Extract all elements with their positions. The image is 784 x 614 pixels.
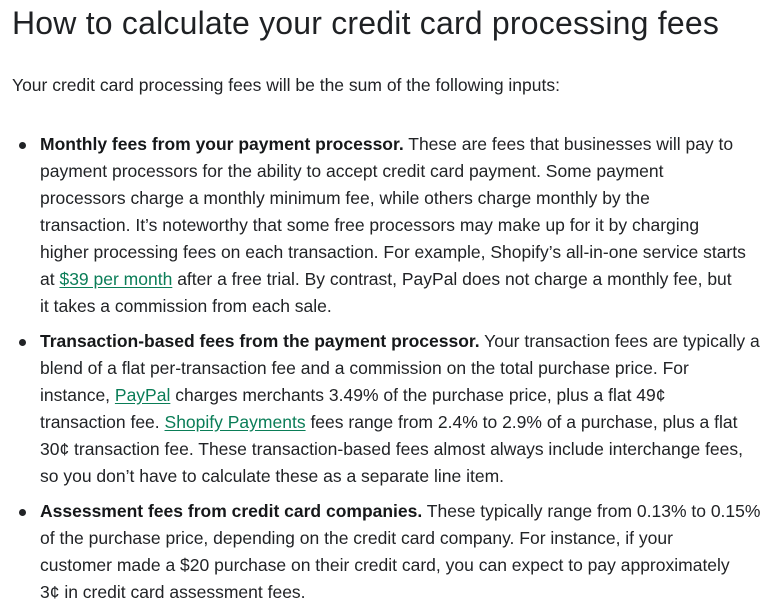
page-title: How to calculate your credit card processing fees <box>12 5 720 41</box>
list-item-transaction-fees <box>12 328 784 490</box>
text-line: blend of a flat per-transaction fee and a commission on the total purchase price. For <box>40 358 689 378</box>
text-line: 30¢ transaction fee. These transaction-based fees almost always include interchange fees, <box>40 439 744 459</box>
text-line: payment processors for the ability to accept credit card payment. Some payment <box>40 161 664 181</box>
bullet-icon <box>19 339 26 346</box>
text-line: Monthly fees from your payment processor. These are fees that businesses will pay to <box>40 134 734 154</box>
item-title: Assessment fees from credit card companies. <box>40 501 423 521</box>
list-item-monthly-fees <box>12 131 784 320</box>
text-line: it takes a commission from each sale. <box>40 296 332 316</box>
item-title: Transaction-based fees from the payment processor. <box>40 331 480 351</box>
text-line: 3¢ in credit card assessment fees. <box>40 582 306 602</box>
text-line: customer made a $20 purchase on their credit card, you can expect to pay approximately <box>40 555 730 575</box>
text-line: transaction. It’s noteworthy that some free processors may make up for it by charging <box>40 215 700 235</box>
text-line: instance, PayPal charges merchants 3.49% of the purchase price, plus a flat 49¢ <box>40 385 666 405</box>
fee-list <box>12 131 784 614</box>
shopify-payments-link[interactable]: Shopify Payments <box>164 412 306 432</box>
bullet-icon <box>19 142 26 149</box>
text-line: of the purchase price, depending on the credit card company. For instance, if your <box>40 528 673 548</box>
paypal-link[interactable]: PayPal <box>114 385 171 405</box>
text-line: processors charge a monthly minimum fee, while others charge monthly by the <box>40 188 650 208</box>
list-item-assessment-fees <box>12 498 784 606</box>
text-line: Transaction-based fees from the payment processor. Your transaction fees are typically a <box>40 331 760 351</box>
text-line: so you don’t have to calculate these as a separate line item. <box>40 466 505 486</box>
item-title: Monthly fees from your payment processor. <box>40 134 404 154</box>
text-line: higher processing fees on each transaction. For example, Shopify’s all-in-one service starts <box>40 242 746 262</box>
text-line: Assessment fees from credit card companies. These typically range from 0.13% to 0.15% <box>40 501 761 521</box>
intro-paragraph: Your credit card processing fees will be the sum of the following inputs: <box>12 75 560 95</box>
shopify-pricing-link[interactable]: $39 per month <box>59 269 173 289</box>
text-line: transaction fee. Shopify Payments fees range from 2.4% to 2.9% of a purchase, plus a flat <box>40 412 738 432</box>
text-line: at $39 per month after a free trial. By contrast, PayPal does not charge a monthly fee, but <box>40 269 732 289</box>
bullet-icon <box>19 509 26 516</box>
